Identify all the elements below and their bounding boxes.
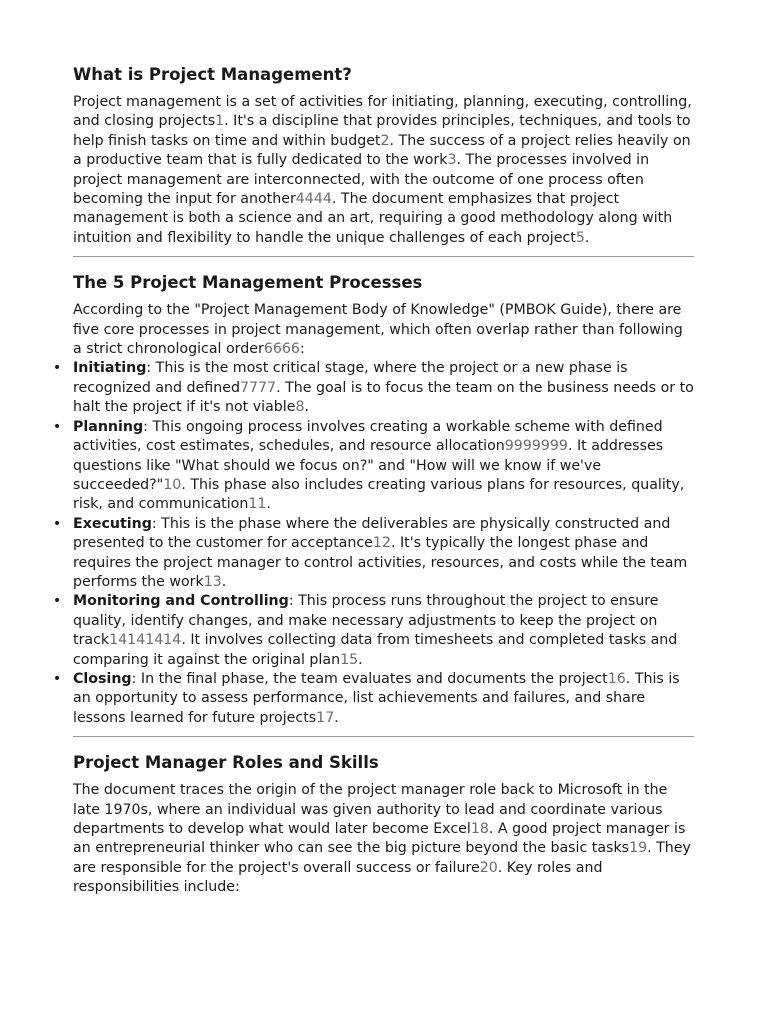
section-heading-five-processes: The 5 Project Management Processes [73,273,423,293]
citation-marker: 15 [340,651,359,668]
section-intro-five-processes [73,301,694,359]
citation-marker: 18 [470,821,489,837]
list-item-term: Closing [73,670,132,687]
section-divider [73,736,694,737]
citation-marker: 4444 [295,191,332,208]
text-run: . [358,651,363,668]
text-run: . This phase also includes creating various plans for resources, quality, risk, and communication [73,476,685,513]
text-run: . The processes involved in project management are interconnected, with the outcome of one process often becoming the input for another [73,152,650,208]
list-item-initiating [52,359,694,417]
text-run: . [334,709,339,726]
text-run: : This process runs throughout the project to ensure quality, identify changes, and make necessary adjustments to keep the project on track [73,593,659,649]
list-item-monitoring [52,592,694,670]
text-run: . The document emphasizes that project management is both a science and an art, requiring a good methodology along with intuition and flexibility to handle the unique challenges of each project [73,191,673,246]
text-run: . This is an opportunity to assess performance, list achievements and failures, and share lessons learned for future projects [73,670,680,726]
citation-marker: 3 [447,152,457,169]
text-run: . They are responsible for the project's overall success or failure [73,840,691,876]
citation-marker: 13 [203,573,222,590]
list-item-term: Monitoring and Controlling [73,593,289,610]
text-run: Project management is a set of activities for initiating, planning, executing, controlling, and closing projects [73,94,692,130]
text-run: . It addresses questions like "What should we focus on?" and "How will we know if we've succeeded?" [73,438,664,493]
process-list [52,359,694,728]
text-run: . It involves collecting data from timesheets and completed tasks and comparing it against the original plan [73,632,678,668]
citation-marker: 11 [248,496,267,513]
citation-marker: 7777 [239,379,277,396]
citation-marker: 16 [607,670,626,687]
bullet-icon: • [52,593,62,610]
text-run: . It's a discipline that provides principles, techniques, and tools to help finish tasks on time and within budget [73,113,691,149]
list-item-executing [52,515,694,593]
text-run: . The goal is to focus the team on the business needs or to halt the project if it's not viable [73,379,694,416]
text-run: : This ongoing process involves creating a workable scheme with defined activities, cost estimates, schedules, and resource allocation [73,418,663,455]
text-run: : [299,341,305,358]
list-item-term: Planning [73,418,144,435]
text-run: : In the final phase, the team evaluates and documents the project [131,670,608,687]
text-run: . The success of a project relies heavily on a productive team that is fully dedicated to the work [73,132,691,169]
citation-marker: 1 [215,113,225,130]
citation-marker: 20 [479,859,498,876]
text-run: According to the "Project Management Body of Knowledge" (PMBOK Guide), there are five core processes in project management, which often overlap rather than following a strict chronological order [73,302,683,358]
citation-marker: 12 [372,535,391,552]
list-item-planning [52,418,694,515]
text-run: . It's typically the longest phase and requires the project manager to control activities, resources, and costs while the team performs the work [73,535,688,590]
text-run: . [584,229,590,246]
text-run: : This is the phase where the deliverables are physically constructed and presented to the customer for acceptance [73,515,671,552]
text-run: . Key roles and responsibilities include: [73,859,603,896]
document-content [52,62,694,898]
citation-marker: 9999999 [504,438,568,455]
list-item-body [73,516,687,590]
text-run: . [304,399,309,416]
citation-marker: 6666 [263,341,300,358]
list-item-body [73,360,694,415]
list-item-body [73,671,680,726]
section-heading-what-is-pm: What is Project Management? [73,65,352,84]
citation-marker: 14141414 [109,632,182,649]
text-run: . [266,496,271,513]
bullet-icon: • [52,418,62,435]
section-heading-pm-roles: Project Manager Roles and Skills [73,753,379,773]
text-run: . A good project manager is an entrepreneurial thinker who can see the big picture beyond the basic tasks [73,821,686,857]
list-item-body [73,419,684,513]
text-run: : This is the most critical stage, where the project or a new phase is recognized and defined [73,360,628,396]
citation-marker: 19 [629,840,648,857]
text-run: . [221,573,227,590]
citation-marker: 10 [163,476,182,493]
bullet-icon: • [52,515,62,532]
bullet-icon: • [52,670,62,687]
list-item-closing [52,670,694,728]
text-run: The document traces the origin of the project manager role back to Microsoft in the late 1970s, where an individual was given authority to lead and coordinate various departments to develop what would later become Excel [73,782,668,837]
section-paragraph-pm-roles [73,781,694,897]
list-item-term: Executing [73,515,152,532]
citation-marker: 17 [316,709,335,726]
section-divider [73,256,694,257]
list-item-term: Initiating [73,360,147,377]
section-paragraph-what-is-pm [73,93,694,248]
citation-marker: 5 [575,229,585,246]
citation-marker: 8 [295,399,305,416]
citation-marker: 2 [380,132,390,149]
bullet-icon: • [52,360,62,377]
